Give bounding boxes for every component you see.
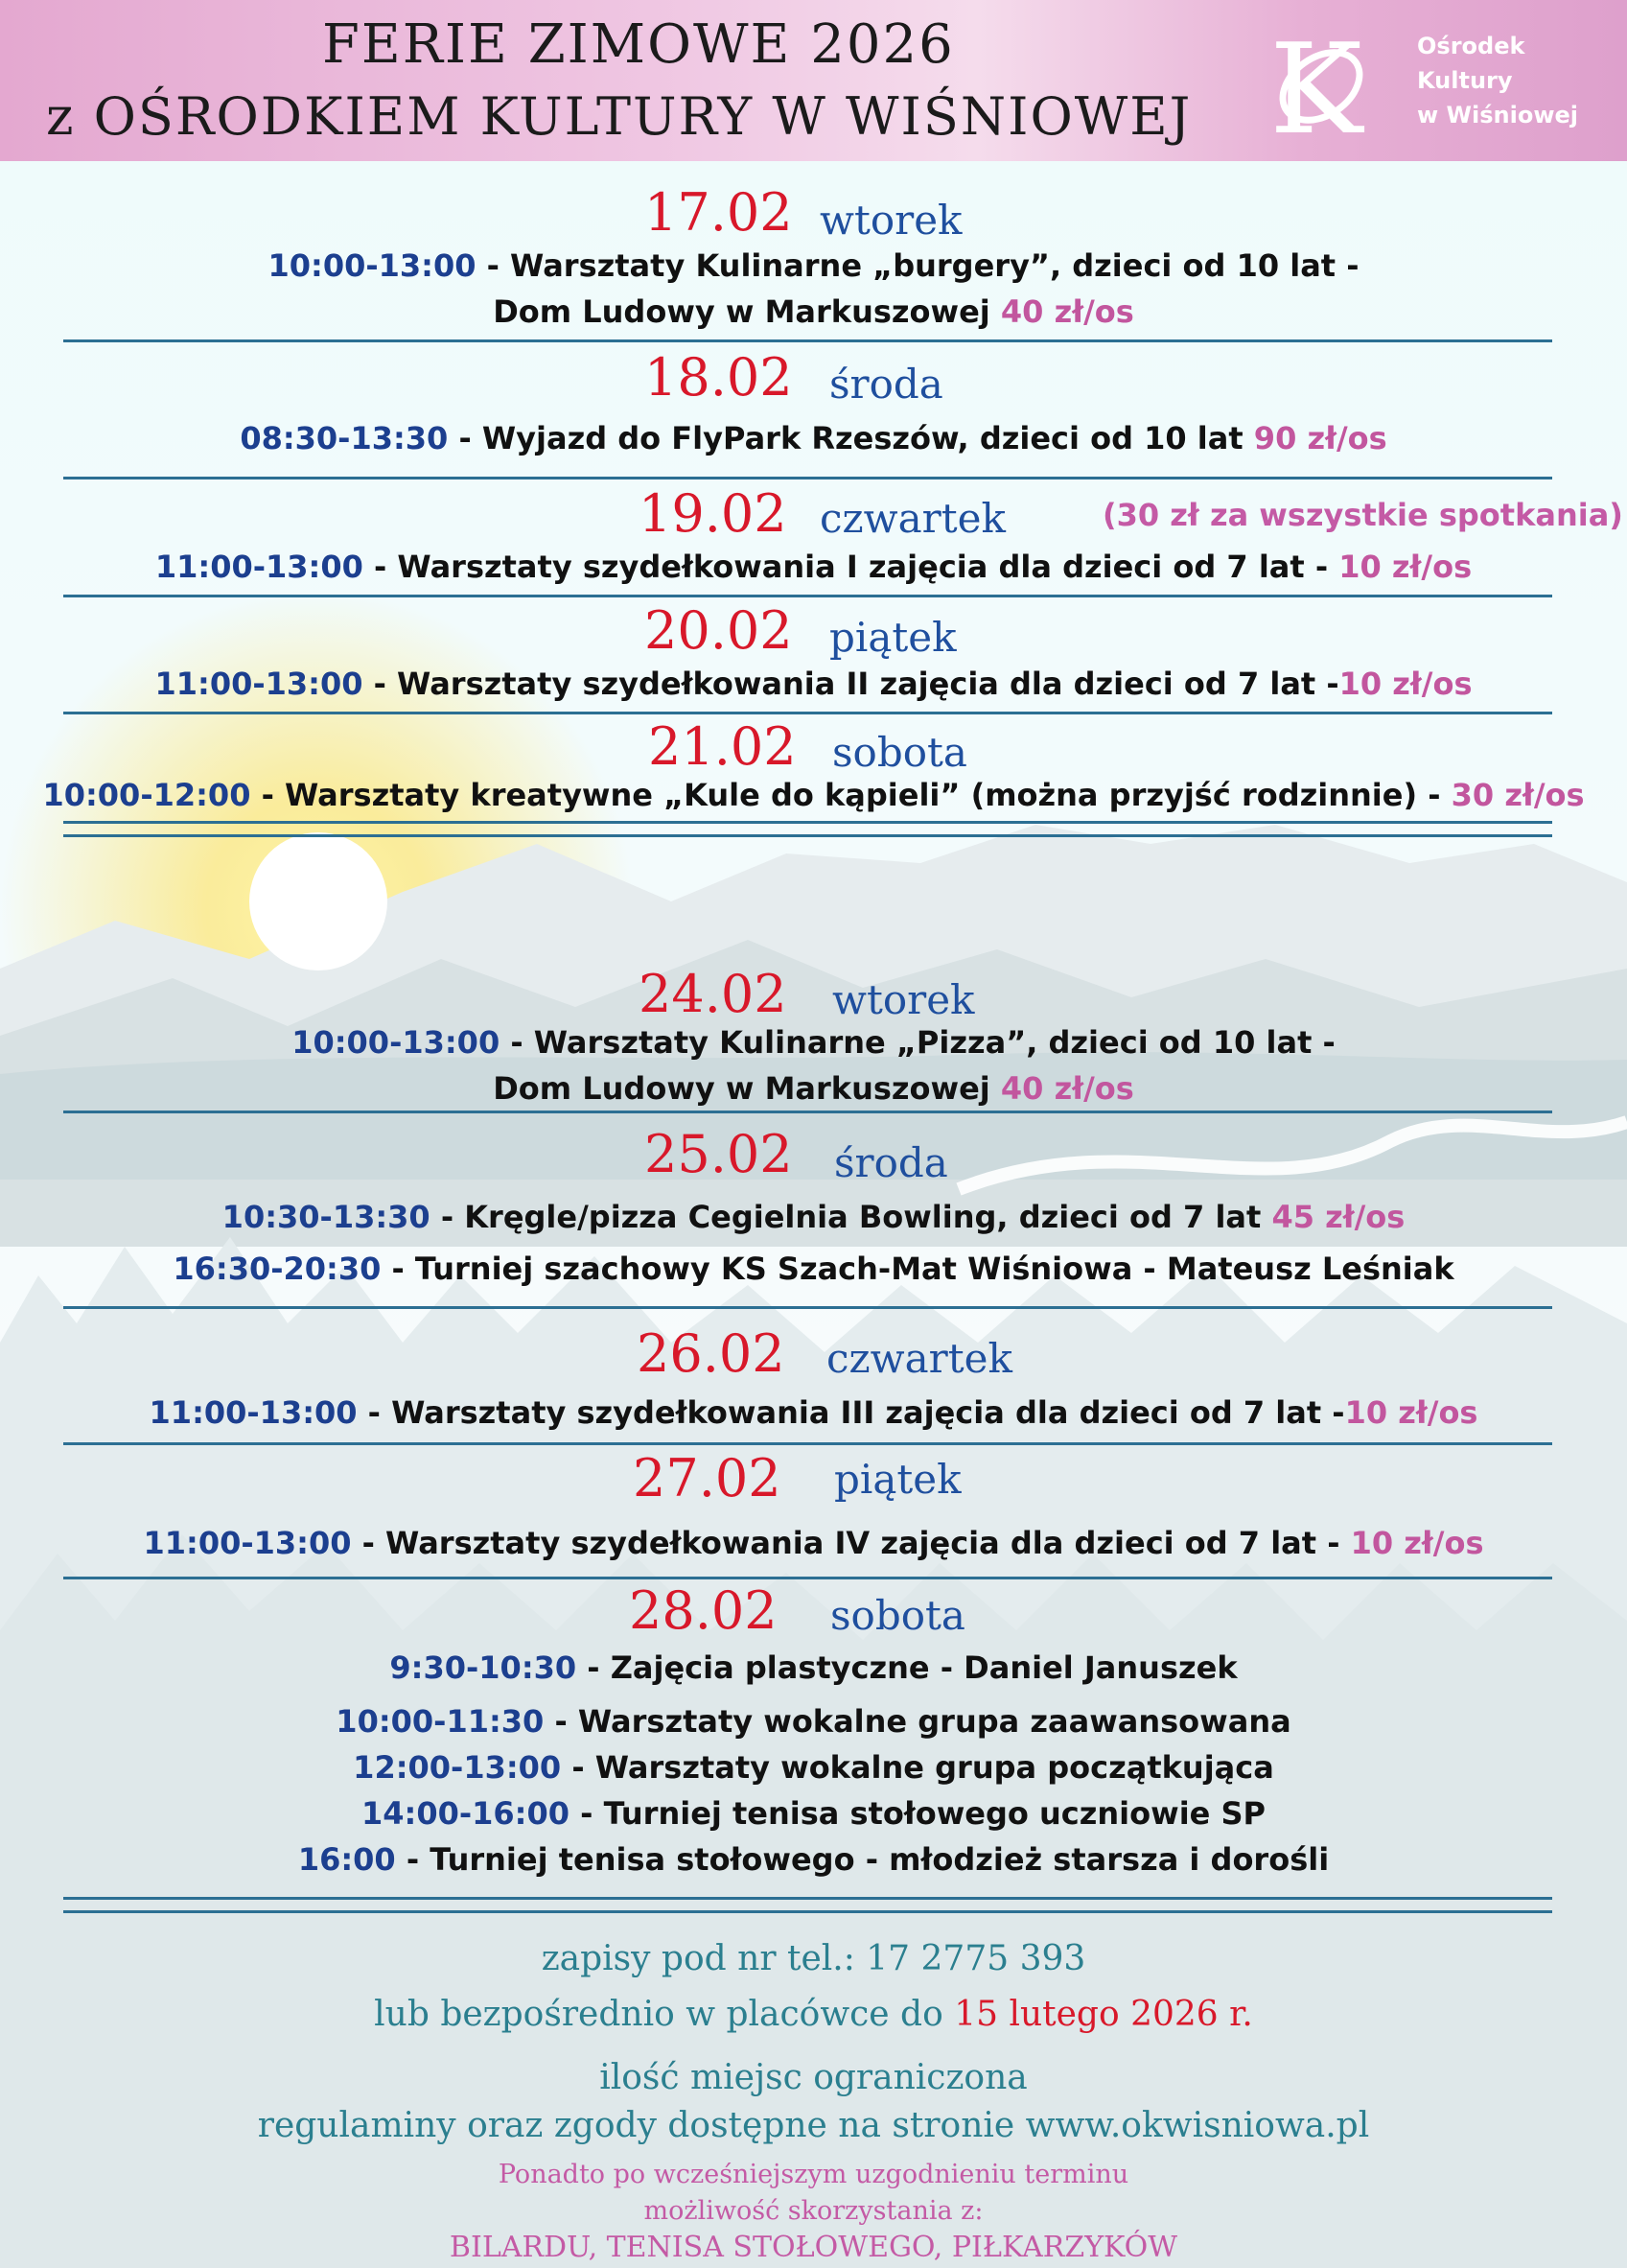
header-banner <box>0 0 1627 161</box>
day-weekday: środa <box>829 361 943 408</box>
event-line <box>0 293 1627 330</box>
event-text: - Warsztaty wokalne grupa początkująca <box>561 1749 1274 1786</box>
divider <box>63 834 1552 837</box>
event-time: 10:00-11:30 <box>336 1703 545 1740</box>
event-price: 10 zł/os <box>1338 666 1473 702</box>
divider <box>63 477 1552 479</box>
event-line <box>0 1749 1627 1786</box>
event-time: 16:30-20:30 <box>173 1251 382 1287</box>
page-subtitle: z OŚRODKIEM KULTURY W WIŚNIOWEJ <box>46 86 1193 147</box>
event-line <box>0 1795 1627 1832</box>
event-price: 10 zł/os <box>1338 549 1473 585</box>
event-price: 90 zł/os <box>1253 420 1387 456</box>
divider <box>63 712 1552 714</box>
event-text: - Warsztaty szydełkowania II zajęcia dla dzieci od 7 lat - <box>362 666 1339 702</box>
day-weekday: wtorek <box>820 197 963 244</box>
event-time: 9:30-10:30 <box>389 1649 577 1686</box>
signup-deadline <box>0 1995 1627 2034</box>
event-line <box>0 1649 1627 1686</box>
event-time: 11:00-13:00 <box>149 1394 358 1431</box>
event-text: - Warsztaty Kulinarne „burgery”, dzieci od 10 lat - <box>476 247 1360 284</box>
event-text: - Zajęcia plastyczne - Daniel Januszek <box>576 1649 1238 1686</box>
divider <box>63 1897 1552 1900</box>
event-text: - Warsztaty kreatywne „Kule do kąpieli” (można przyjść rodzinnie) - <box>250 777 1452 813</box>
day-weekday: sobota <box>832 729 967 776</box>
day-weekday: środa <box>834 1139 948 1186</box>
event-line <box>0 1394 1627 1431</box>
event-time: 12:00-13:00 <box>353 1749 562 1786</box>
limited-places: ilość miejsc ograniczona <box>599 2058 1028 2097</box>
event-text: - Warsztaty szydełkowania I zajęcia dla dzieci od 7 lat - <box>362 549 1339 585</box>
event-text: - Warsztaty szydełkowania IV zajęcia dla dzieci od 7 lat - <box>351 1525 1351 1561</box>
day-weekday: piątek <box>829 614 957 661</box>
divider <box>63 1910 1552 1913</box>
event-time: 08:30-13:30 <box>240 420 449 456</box>
event-line <box>0 549 1627 585</box>
event-text: - Warsztaty wokalne grupa zaawansowana <box>544 1703 1291 1740</box>
divider <box>63 595 1552 597</box>
logo-text <box>1417 29 1609 132</box>
day-weekday: sobota <box>830 1592 965 1639</box>
event-price: 40 zł/os <box>1000 293 1134 330</box>
divider <box>63 821 1552 824</box>
event-price: 10 zł/os <box>1344 1394 1478 1431</box>
event-time: 10:00-13:00 <box>267 247 476 284</box>
day-date: 17.02 <box>644 182 793 243</box>
forest-lower <box>0 1534 1627 2268</box>
event-price: 30 zł/os <box>1451 777 1585 813</box>
event-line <box>0 1841 1627 1878</box>
day-date: 25.02 <box>644 1124 793 1184</box>
event-line <box>0 777 1627 813</box>
day-weekday: czwartek <box>826 1335 1012 1382</box>
logo-line: Ośrodek <box>1417 33 1525 59</box>
event-text: - Turniej tenisa stołowego - młodzież starsza i dorośli <box>395 1841 1330 1878</box>
event-time: 10:00-12:00 <box>42 777 251 813</box>
event-time: 16:00 <box>297 1841 396 1878</box>
day-date: 21.02 <box>648 716 797 777</box>
divider <box>63 339 1552 342</box>
event-line <box>0 420 1627 456</box>
event-text: - Warsztaty Kulinarne „Pizza”, dzieci od 10 lat - <box>500 1024 1336 1061</box>
event-text: Dom Ludowy w Markuszowej <box>493 293 1001 330</box>
day-date: 20.02 <box>644 600 793 661</box>
signup-phone: zapisy pod nr tel.: 17 2775 393 <box>541 1939 1086 1978</box>
event-price: 10 zł/os <box>1350 1525 1484 1561</box>
event-time: 11:00-13:00 <box>143 1525 352 1561</box>
event-line <box>0 247 1627 284</box>
event-text: - Turniej szachowy KS Szach-Mat Wiśniowa - Mateusz Leśniak <box>381 1251 1454 1287</box>
day-weekday: czwartek <box>820 495 1006 542</box>
divider <box>63 1306 1552 1309</box>
divider <box>63 1442 1552 1445</box>
signup-deadline-text: lub bezpośrednio w placówce do <box>374 1995 955 2034</box>
day-date: 19.02 <box>639 483 787 544</box>
event-line <box>0 1525 1627 1561</box>
event-time: 14:00-16:00 <box>361 1795 569 1832</box>
day-weekday: wtorek <box>832 976 975 1023</box>
logo-line: w Wiśniowej <box>1417 102 1578 129</box>
day-weekday: piątek <box>834 1456 962 1503</box>
day-date: 26.02 <box>637 1323 785 1384</box>
extra-info: Ponadto po wcześniejszym uzgodnieniu terminu <box>498 2160 1129 2189</box>
event-line <box>0 1251 1627 1287</box>
event-time: 11:00-13:00 <box>154 666 363 702</box>
event-price: 45 zł/os <box>1271 1199 1406 1235</box>
event-text: - Warsztaty szydełkowania III zajęcia dla dzieci od 7 lat - <box>357 1394 1345 1431</box>
event-text: - Kręgle/pizza Cegielnia Bowling, dzieci od 7 lat <box>430 1199 1272 1235</box>
day-date: 24.02 <box>639 964 787 1024</box>
page-title: FERIE ZIMOWE 2026 <box>322 13 955 76</box>
signup-deadline-date: 15 lutego 2026 r. <box>954 1995 1253 2034</box>
event-time: 10:00-13:00 <box>291 1024 500 1061</box>
event-text: - Turniej tenisa stołowego uczniowie SP <box>569 1795 1266 1832</box>
extra-facilities: BILARDU, TENISA STOŁOWEGO, PIŁKARZYKÓW <box>449 2231 1178 2264</box>
divider <box>63 1111 1552 1113</box>
svg-text:K: K <box>1269 25 1363 144</box>
event-line <box>0 1024 1627 1061</box>
event-line <box>0 1199 1627 1235</box>
day-date: 28.02 <box>629 1580 778 1641</box>
event-line <box>0 666 1627 702</box>
logo-line: Kultury <box>1417 67 1513 94</box>
event-text: - Wyjazd do FlyPark Rzeszów, dzieci od 10 lat <box>448 420 1254 456</box>
event-price: 40 zł/os <box>1000 1070 1134 1107</box>
divider <box>63 1577 1552 1579</box>
event-text: Dom Ludowy w Markuszowej <box>493 1070 1001 1107</box>
event-time: 10:30-13:30 <box>221 1199 430 1235</box>
event-time: 11:00-13:00 <box>154 549 363 585</box>
regulations-link-text: regulaminy oraz zgody dostępne na stronie www.okwisniowa.pl <box>257 2106 1370 2145</box>
ok-logo-icon <box>1264 25 1392 144</box>
event-line <box>0 1070 1627 1107</box>
extra-info: możliwość skorzystania z: <box>643 2196 984 2226</box>
price-note: (30 zł za wszystkie spotkania) <box>1103 497 1623 533</box>
event-line <box>0 1703 1627 1740</box>
day-date: 27.02 <box>633 1448 781 1508</box>
day-date: 18.02 <box>644 347 793 408</box>
